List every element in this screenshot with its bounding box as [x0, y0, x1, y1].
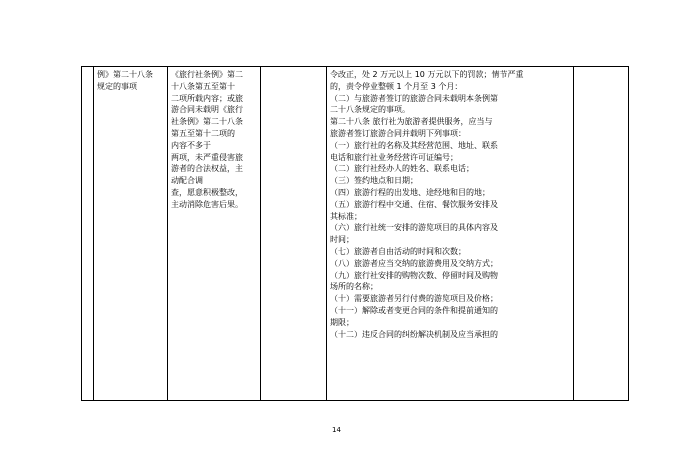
- text-line: 二十八条规定的事项。: [330, 105, 410, 115]
- text-line: 例》第二十八条: [97, 70, 153, 79]
- text-line: 场所的名称；: [330, 282, 378, 292]
- regulation-table: [81, 66, 629, 401]
- text-line: 《旅行社条例》第二: [171, 70, 243, 79]
- text-line: 令改正，处 2 万元以上 10 万元以下的罚款；情节严重: [330, 70, 524, 79]
- text-line: 游合同未载明《旅行: [171, 105, 243, 115]
- text-line: 十八条第五至第十: [171, 81, 235, 91]
- text-line: （八）旅游者应当交纳的旅游费用及交纳方式；: [330, 258, 498, 268]
- text-line: （六）旅行社统一安排的游览项目的具体内容及: [330, 223, 498, 233]
- text-line: 主动消除危害后果。: [171, 199, 243, 209]
- text-line: 规定的事项: [97, 81, 137, 91]
- text-line: 二项所载内容；或旅: [171, 93, 243, 103]
- text-line: （一）旅行社的名称及其经营范围、地址、联系: [330, 140, 498, 150]
- text-line: （五）旅游行程中交通、住宿、餐饮服务安排及: [330, 199, 498, 209]
- text-line: （四）旅游行程的出发地、途经地和目的地；: [330, 187, 490, 197]
- legal-basis-cell: [327, 67, 574, 401]
- penalty-cell: [261, 67, 327, 401]
- text-line: （七）旅游者自由活动的时间和次数；: [330, 246, 466, 256]
- text-line: （九）旅行社安排的购物次数、停留时间及购物: [330, 270, 498, 280]
- text-line: 内容不多于: [171, 140, 211, 150]
- text-line: 游者的合法权益，主: [171, 164, 243, 174]
- text-line: （二）与旅游者签订的旅游合同未载明本条例第: [330, 93, 498, 103]
- text-line: （十）需要旅游者另行付费的游览项目及价格；: [330, 294, 498, 304]
- text-line: 时间；: [330, 235, 354, 245]
- text-line: 第二十八条 旅行社为旅游者提供服务，应当与: [330, 117, 493, 127]
- index-cell: [82, 67, 94, 401]
- text-line: 的，责令停业整顿 1 个月至 3 个月：: [330, 81, 463, 91]
- text-line: （三）签约地点和日期；: [330, 176, 418, 186]
- violation-cell: [94, 67, 168, 401]
- text-line: 第五至第十二项的: [171, 128, 235, 138]
- text-line: 社条例》第二十八条: [171, 117, 243, 127]
- text-line: 期限；: [330, 317, 354, 327]
- text-line: 两项，未严重侵害旅: [171, 152, 243, 162]
- discretion-standard-cell: [168, 67, 261, 401]
- page-number: 14: [332, 426, 341, 434]
- table-row: [82, 67, 629, 401]
- text-line: （十二）违反合同的纠纷解决机制及应当承担的: [330, 329, 498, 339]
- text-line: 其标准；: [330, 211, 362, 221]
- text-line: 电话和旅行社业务经营许可证编号；: [330, 152, 458, 162]
- text-line: （十一）解除或者变更合同的条件和提前通知的: [330, 305, 498, 315]
- remarks-cell: [574, 67, 629, 401]
- text-line: （二）旅行社经办人的姓名、联系电话；: [330, 164, 474, 174]
- text-line: 旅游者签订旅游合同并载明下列事项：: [330, 128, 466, 138]
- text-line: 动配合调: [171, 176, 203, 186]
- text-line: 查，愿意积极整改，: [171, 187, 243, 197]
